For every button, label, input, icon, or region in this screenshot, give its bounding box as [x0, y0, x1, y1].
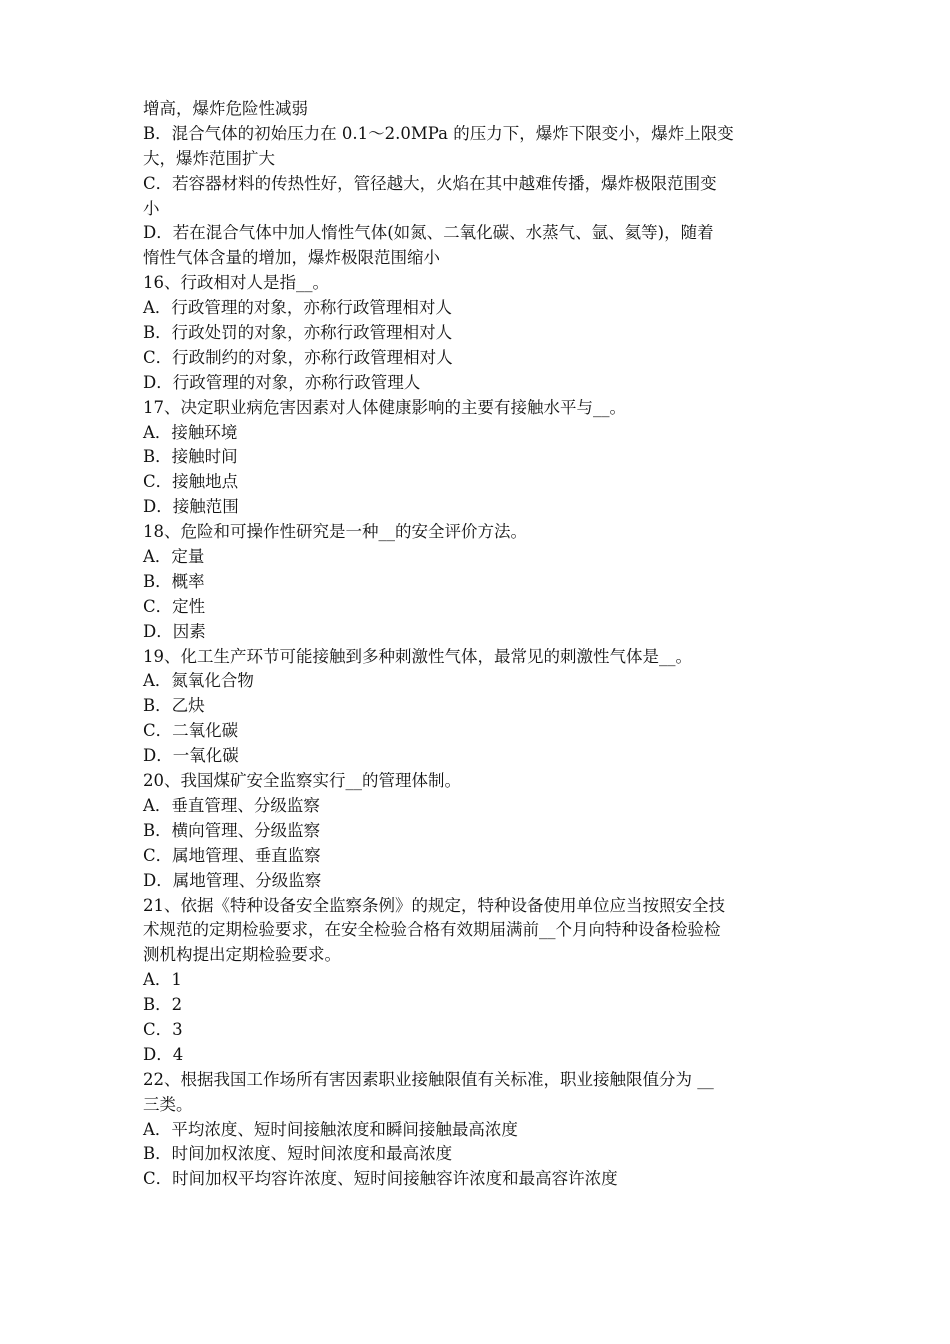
text-line: C．时间加权平均容许浓度、短时间接触容许浓度和最高容许浓度	[143, 1169, 618, 1189]
text-line: 22、根据我国工作场所有害因素职业接触限值有关标准，职业接触限值分为 __	[143, 1069, 714, 1089]
text-line: B．接触时间	[143, 447, 238, 467]
text-line: 增高，爆炸危险性减弱	[143, 99, 308, 118]
text-line: 16、行政相对人是指__。	[143, 273, 329, 293]
text-line: 小	[143, 198, 160, 218]
text-line: B．乙炔	[143, 696, 205, 716]
text-line: 惰性气体含量的增加，爆炸极限范围缩小	[143, 248, 440, 268]
text-line: D．属地管理、分级监察	[143, 870, 322, 890]
text-line: D．4	[143, 1044, 184, 1064]
text-line: 三类。	[143, 1094, 193, 1114]
text-line: D．接触范围	[143, 497, 239, 517]
text-line: 测机构提出定期检验要求。	[143, 945, 341, 965]
text-line: C．属地管理、垂直监察	[143, 845, 321, 865]
text-line: C．3	[143, 1019, 183, 1039]
text-line: A．平均浓度、短时间接触浓度和瞬间接触最高浓度	[143, 1119, 518, 1139]
text-line: 术规范的定期检验要求，在安全检验合格有效期届满前__个月向特种设备检验检	[143, 920, 721, 940]
text-line: A．1	[143, 970, 182, 990]
text-line: A．接触环境	[143, 422, 238, 442]
text-line: 17、决定职业病危害因素对人体健康影响的主要有接触水平与__。	[143, 397, 626, 417]
document-page	[143, 97, 823, 1192]
text-line: B．混合气体的初始压力在 0.1～2.0MPa 的压力下，爆炸下限变小，爆炸上限变	[143, 123, 734, 143]
text-line: A．氮氧化合物	[143, 671, 254, 691]
text-line: B．横向管理、分级监察	[143, 820, 321, 840]
text-line: B．2	[143, 995, 183, 1015]
text-line: 20、我国煤矿安全监察实行__的管理体制。	[143, 771, 461, 791]
text-line: B．概率	[143, 571, 205, 591]
text-line: C．接触地点	[143, 472, 239, 492]
text-line: 19、化工生产环节可能接触到多种刺激性气体，最常见的刺激性气体是__。	[143, 646, 692, 666]
text-line: D．若在混合气体中加人惰性气体(如氮、二氧化碳、水蒸气、氩、氦等)，随着	[143, 223, 714, 243]
text-line: A．行政管理的对象，亦称行政管理相对人	[143, 298, 452, 318]
text-line: D．一氧化碳	[143, 746, 239, 766]
text-line: D．行政管理的对象，亦称行政管理人	[143, 372, 421, 392]
text-line: B．时间加权浓度、短时间浓度和最高浓度	[143, 1144, 453, 1164]
text-line: A．垂直管理、分级监察	[143, 795, 320, 815]
text-line: D．因素	[143, 621, 206, 641]
text-line: C．若容器材料的传热性好，管径越大，火焰在其中越难传播，爆炸极限范围变	[143, 173, 717, 193]
text-line: B．行政处罚的对象，亦称行政管理相对人	[143, 323, 453, 343]
text-line: 18、危险和可操作性研究是一种__的安全评价方法。	[143, 522, 527, 542]
text-line: C．二氧化碳	[143, 721, 239, 741]
text-line: C．行政制约的对象，亦称行政管理相对人	[143, 347, 453, 367]
text-line: C．定性	[143, 596, 206, 616]
text-line: 大，爆炸范围扩大	[143, 148, 275, 168]
text-line: A．定量	[143, 547, 205, 567]
text-line: 21、依据《特种设备安全监察条例》的规定，特种设备使用单位应当按照安全技	[143, 895, 725, 915]
